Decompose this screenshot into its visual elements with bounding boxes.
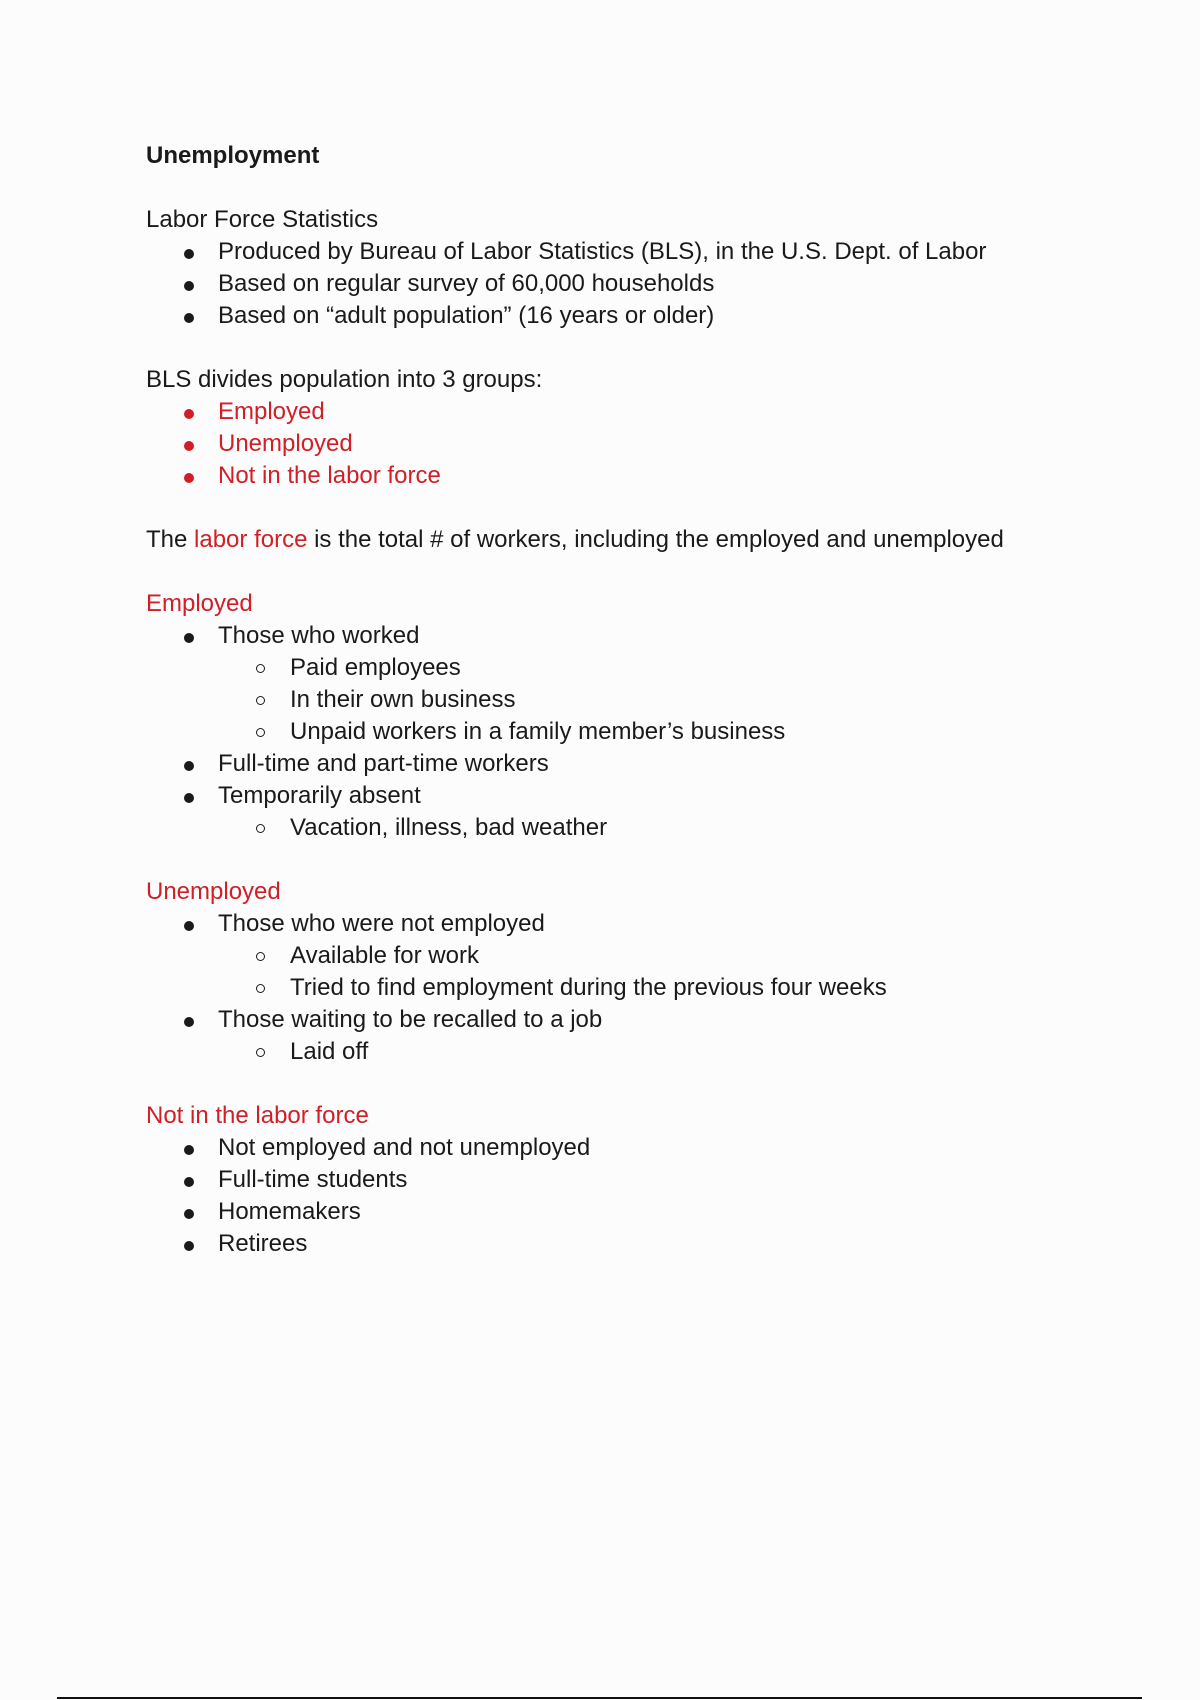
unemployed-heading: Unemployed xyxy=(146,878,281,905)
unemployed-list xyxy=(146,908,1146,1068)
not-in-labor-force-heading: Not in the labor force xyxy=(146,1102,369,1129)
list-item: Retirees xyxy=(146,1228,1146,1260)
sub-list-item: Tried to find employment during the previous four weeks xyxy=(146,972,1146,1004)
spacer xyxy=(146,332,1146,364)
labor-force-post: is the total # of workers, including the employed and unemployed xyxy=(307,526,1004,553)
list-item: Based on regular survey of 60,000 households xyxy=(146,268,1146,300)
page-title: Unemployment xyxy=(146,142,320,169)
list-item: Not employed and not unemployed xyxy=(146,1132,1146,1164)
sub-list-item: Laid off xyxy=(146,1036,1146,1068)
sub-list-item: Available for work xyxy=(146,940,1146,972)
list-item: Those who worked xyxy=(146,620,1146,652)
list-item: Those who were not employed xyxy=(146,908,1146,940)
group-item-employed: Employed xyxy=(146,396,1146,428)
list-item: Those waiting to be recalled to a job xyxy=(146,1004,1146,1036)
labor-force-definition xyxy=(146,524,1146,556)
group-item-unemployed: Unemployed xyxy=(146,428,1146,460)
lfs-list xyxy=(146,236,1146,332)
employed-list xyxy=(146,620,1146,844)
spacer xyxy=(146,844,1146,876)
sub-list-item: In their own business xyxy=(146,684,1146,716)
list-item: Temporarily absent xyxy=(146,780,1146,812)
spacer xyxy=(146,556,1146,588)
employed-heading: Employed xyxy=(146,590,253,617)
sub-list-item: Paid employees xyxy=(146,652,1146,684)
groups-list xyxy=(146,396,1146,492)
group-item-not-in-labor-force: Not in the labor force xyxy=(146,460,1146,492)
labor-force-term: labor force xyxy=(194,526,308,553)
list-item: Homemakers xyxy=(146,1196,1146,1228)
list-item: Based on “adult population” (16 years or older) xyxy=(146,300,1146,332)
document-page xyxy=(146,140,1146,1260)
spacer xyxy=(146,492,1146,524)
list-item: Produced by Bureau of Labor Statistics (BLS), in the U.S. Dept. of Labor xyxy=(146,236,1146,268)
not-in-labor-force-list xyxy=(146,1132,1146,1260)
page-bottom-rule xyxy=(57,1697,1142,1699)
sub-list-item: Vacation, illness, bad weather xyxy=(146,812,1146,844)
spacer xyxy=(146,172,1146,204)
groups-heading: BLS divides population into 3 groups: xyxy=(146,366,543,393)
sub-list-item: Unpaid workers in a family member’s business xyxy=(146,716,1146,748)
list-item: Full-time students xyxy=(146,1164,1146,1196)
lfs-heading: Labor Force Statistics xyxy=(146,206,379,233)
spacer xyxy=(146,1068,1146,1100)
list-item: Full-time and part-time workers xyxy=(146,748,1146,780)
labor-force-pre: The xyxy=(146,526,195,553)
